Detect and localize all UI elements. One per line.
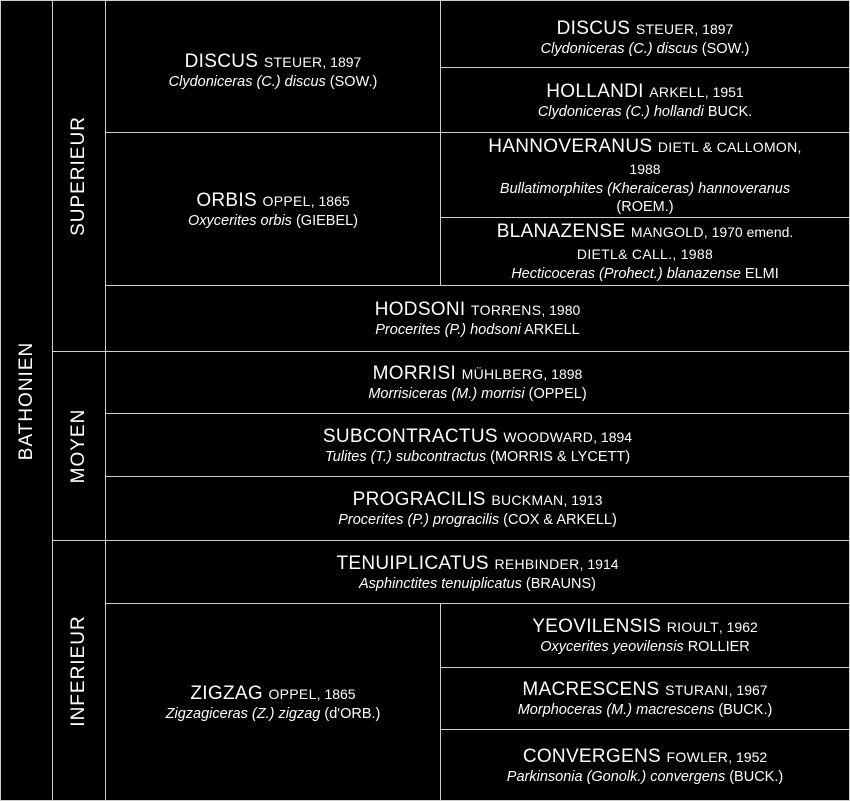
substage-moyen-cell (52, 351, 106, 541)
zone-morrisi-author: MÜHLBERG (461, 366, 544, 382)
subzone-yeovilensis (440, 603, 850, 668)
subzone-macrescens (440, 667, 850, 730)
zone-subcontractus-species: Tulites (T.) subcontractus (324, 448, 487, 465)
subzone-blanazense-species: Hecticoceras (Prohect.) blanazense (511, 266, 741, 282)
zone-discus (105, 0, 441, 133)
zone-orbis-year: , 1865 (310, 192, 350, 209)
zone-subcontractus-name: SUBCONTRACTUS (322, 425, 498, 447)
zone-orbis-species: Oxycerites orbis (187, 212, 292, 229)
subzone-discus-species: Clydoniceras (C.) discus (540, 40, 698, 57)
subzone-discus-species-author: (SOW.) (697, 40, 750, 57)
stage-label: BATHONIEN (15, 341, 37, 460)
zone-hodsoni-species: Procerites (P.) hodsoni (375, 322, 521, 338)
zone-zigzag (105, 603, 441, 801)
subzone-hannoveranus-species: Bullatimorphites (Kheraiceras) hannoveranus (499, 180, 791, 197)
substage-inferieur-cell (52, 540, 106, 801)
subzone-macrescens-species: Morphoceras (M.) macrescens (517, 702, 715, 718)
subzone-discus-name: DISCUS (556, 17, 631, 39)
subzone-convergens-species-author: (BUCK.) (725, 768, 784, 785)
subzone-yeovilensis-species: Oxycerites yeovilensis (540, 639, 684, 655)
substage-moyen-label: MOYEN (68, 408, 89, 484)
zone-morrisi-name: MORRISI (372, 363, 457, 384)
subzone-hannoveranus (440, 132, 850, 218)
zone-progracilis-species: Procerites (P.) progracilis (338, 512, 500, 528)
zone-discus-species-author: (SOW.) (325, 74, 378, 90)
subzone-blanazense-year: , 1970 emend. (703, 224, 794, 240)
zone-zigzag-author: OPPEL (268, 685, 317, 702)
zone-subcontractus (105, 413, 850, 477)
subzone-discus (440, 0, 850, 68)
zone-discus-name: DISCUS (184, 51, 259, 72)
zone-progracilis-year: , 1913 (563, 492, 603, 508)
substage-inferieur-label: INFERIEUR (68, 614, 89, 727)
zone-hodsoni (105, 285, 850, 352)
zone-tenuiplicatus-author: REHBINDER (494, 555, 580, 572)
zone-morrisi (105, 351, 850, 414)
subzone-hollandi-author: ARKELL (649, 83, 705, 100)
subzone-macrescens-name: MACRESCENS (522, 679, 660, 700)
subzone-hollandi-name: HOLLANDI (546, 80, 644, 102)
substage-superieur-cell (52, 0, 106, 352)
zone-orbis-author: OPPEL (262, 192, 311, 209)
subzone-blanazense-author-line2: DIETL& CALL., 1988 (576, 246, 714, 262)
zone-orbis-species-author: (GIEBEL) (291, 212, 359, 229)
substage-superieur-label: SUPERIEUR (68, 116, 89, 236)
subzone-yeovilensis-author: RIOULT (666, 619, 719, 635)
zone-progracilis (105, 476, 850, 541)
zone-hodsoni-name: HODSONI (374, 299, 466, 320)
subzone-macrescens-year: , 1967 (728, 682, 768, 698)
zone-morrisi-year: , 1898 (543, 366, 583, 382)
zone-progracilis-name: PROGRACILIS (352, 489, 486, 510)
zone-orbis (105, 132, 441, 286)
subzone-blanazense (440, 217, 850, 286)
subzone-hollandi-species: Clydoniceras (C.) hollandi (537, 103, 704, 120)
subzone-blanazense-author: MANGOLD (630, 224, 704, 240)
zone-tenuiplicatus-species-author: (BRAUNS) (521, 575, 596, 592)
zone-zigzag-name: ZIGZAG (190, 682, 263, 704)
subzone-hollandi (440, 67, 850, 133)
zone-zigzag-year: , 1865 (316, 685, 356, 702)
subzone-yeovilensis-species-author: ROLLIER (683, 639, 750, 655)
zone-zigzag-species: Zigzagiceras (Z.) zigzag (165, 705, 321, 722)
zone-hodsoni-year: , 1980 (541, 302, 581, 318)
subzone-hannoveranus-author: DIETL & CALLOMON, (657, 138, 802, 155)
zone-hodsoni-author: TORRENS (471, 302, 542, 318)
subzone-discus-year: , 1897 (694, 20, 734, 37)
subzone-hollandi-year: , 1951 (704, 83, 744, 100)
subzone-hannoveranus-name: HANNOVERANUS (488, 135, 653, 157)
subzone-convergens (440, 729, 850, 801)
zone-subcontractus-author: WOODWARD (503, 428, 594, 445)
subzone-convergens-year: , 1952 (728, 748, 768, 765)
zone-discus-author: STEUER (263, 54, 323, 70)
subzone-hannoveranus-species-author: (ROEM.) (616, 198, 674, 215)
zone-tenuiplicatus-species: Asphinctites tenuiplicatus (359, 575, 522, 592)
zone-progracilis-author: BUCKMAN (491, 492, 564, 508)
subzone-blanazense-species-author: ELMI (740, 266, 779, 282)
zone-tenuiplicatus-year: , 1914 (579, 555, 619, 572)
zone-subcontractus-year: , 1894 (593, 428, 633, 445)
zone-tenuiplicatus-name: TENUIPLICATUS (336, 552, 489, 574)
zone-morrisi-species: Morrisiceras (M.) morrisi (368, 386, 525, 402)
zone-progracilis-species-author: (COX & ARKELL) (499, 512, 617, 528)
subzone-convergens-species: Parkinsonia (Gonolk.) convergens (506, 768, 726, 785)
subzone-macrescens-species-author: (BUCK.) (714, 702, 773, 718)
subzone-yeovilensis-year: , 1962 (718, 619, 758, 635)
subzone-convergens-name: CONVERGENS (522, 745, 661, 767)
zone-tenuiplicatus (105, 540, 850, 604)
zone-orbis-name: ORBIS (196, 189, 257, 211)
subzone-hollandi-species-author: BUCK. (703, 103, 753, 120)
stage-cell (0, 0, 53, 801)
subzone-convergens-author: FOWLER (666, 748, 729, 765)
subzone-discus-author: STEUER (635, 20, 695, 37)
zone-discus-species: Clydoniceras (C.) discus (168, 74, 326, 90)
zone-discus-year: , 1897 (322, 54, 362, 70)
subzone-macrescens-author: STURANI (665, 682, 729, 698)
zone-zigzag-species-author: (d'ORB.) (320, 705, 381, 722)
subzone-hannoveranus-year: 1988 (629, 160, 661, 177)
zone-morrisi-species-author: (OPPEL) (524, 386, 587, 402)
zone-hodsoni-species-author: ARKELL (520, 322, 580, 338)
subzone-yeovilensis-name: YEOVILENSIS (532, 616, 662, 637)
subzone-blanazense-name: BLANAZENSE (496, 221, 626, 242)
zone-subcontractus-species-author: (MORRIS & LYCETT) (486, 448, 631, 465)
